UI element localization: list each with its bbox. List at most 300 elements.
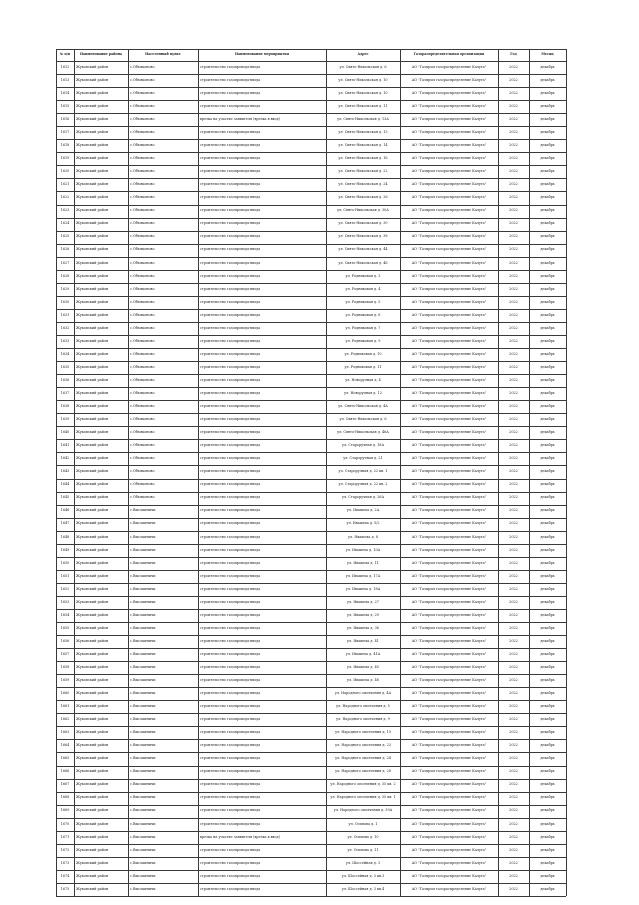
cell-year: 2022 — [509, 717, 518, 722]
cell-settlement: с.Высокиничи — [130, 508, 156, 513]
cell-district: Жуковский район — [76, 469, 109, 474]
cell-year: 2022 — [509, 221, 518, 226]
cell-month: декабрь — [540, 404, 555, 409]
cell-row-number: 1646 — [60, 508, 70, 513]
cell-settlement: с.Высокиничи — [130, 534, 156, 539]
table-row — [0, 766, 639, 779]
cell-work-type: строительство газопровода-ввода — [200, 156, 261, 161]
cell-work-type: строительство газопровода-ввода — [200, 430, 261, 435]
cell-row-number: 1620 — [60, 169, 70, 174]
cell-row-number: 1666 — [60, 769, 70, 774]
cell-year: 2022 — [509, 873, 518, 878]
cell-district: Жуковский район — [76, 247, 109, 252]
cell-year: 2022 — [509, 299, 518, 304]
table-row — [0, 178, 639, 191]
cell-district: Жуковский район — [76, 443, 109, 448]
cell-work-type: строительство газопровода-ввода — [200, 417, 261, 422]
cell-work-type: врезка на участке заявителя (врезка в ввод) — [200, 117, 280, 121]
cell-address: ул. Свято-Никольская д. 10 — [338, 77, 388, 82]
cell-work-type: строительство газопровода-ввода — [200, 325, 261, 330]
table-row — [0, 205, 639, 218]
cell-work-type: строительство газопровода-ввода — [200, 469, 261, 474]
cell-gas-company: АО "Газпром газораспределение Калуга" — [411, 377, 487, 382]
cell-gas-company: АО "Газпром газораспределение Калуга" — [411, 299, 487, 304]
table-row — [0, 361, 639, 374]
cell-gas-company: АО "Газпром газораспределение Калуга" — [411, 156, 487, 161]
cell-month: декабрь — [540, 730, 555, 735]
cell-settlement: с.Высокиничи — [130, 691, 156, 696]
cell-address: ул. Новоручная д. 12 — [344, 390, 382, 395]
cell-work-type: строительство газопровода-ввода — [200, 795, 261, 800]
table-row — [0, 570, 639, 583]
cell-work-type: строительство газопровода-ввода — [200, 234, 261, 239]
cell-year: 2022 — [509, 260, 518, 265]
cell-district: Жуковский район — [76, 182, 109, 187]
cell-year: 2022 — [509, 247, 518, 252]
cell-gas-company: АО "Газпром газораспределение Калуга" — [411, 625, 487, 630]
cell-settlement: с.Объяконово — [130, 495, 155, 500]
table-row — [0, 218, 639, 231]
table-row — [0, 844, 639, 857]
cell-district: Жуковский район — [76, 560, 109, 565]
cell-month: декабрь — [540, 547, 555, 552]
grid-line-horizontal — [56, 178, 566, 179]
cell-address: ул. Свято-Никольская д. 14 — [338, 143, 388, 148]
cell-address: ул. Шоссейная д. 3 кв.3 — [341, 873, 385, 878]
grid-line-horizontal — [56, 857, 566, 858]
cell-gas-company: АО "Газпром газораспределение Калуга" — [411, 795, 487, 800]
cell-year: 2022 — [509, 521, 518, 526]
header-settlement: Населенный пункт — [145, 52, 181, 57]
cell-row-number: 1652 — [60, 586, 70, 591]
table-row — [0, 674, 639, 687]
cell-district: Жуковский район — [76, 312, 109, 317]
grid-line-vertical — [566, 49, 567, 896]
cell-row-number: 1626 — [60, 247, 70, 252]
grid-line-horizontal — [56, 126, 566, 127]
cell-settlement: с.Объяконово — [130, 338, 155, 343]
table-row — [0, 452, 639, 465]
cell-settlement: с.Высокиничи — [130, 521, 156, 526]
cell-gas-company: АО "Газпром газораспределение Калуга" — [411, 247, 487, 252]
cell-month: декабрь — [540, 156, 555, 161]
cell-month: декабрь — [540, 208, 555, 213]
cell-address: ул. Народного ополчения д. 5 — [336, 704, 390, 709]
cell-year: 2022 — [509, 782, 518, 787]
cell-work-type: строительство газопровода-ввода — [200, 90, 261, 95]
cell-row-number: 1637 — [60, 390, 70, 395]
grid-line-horizontal — [56, 766, 566, 767]
table-row — [0, 61, 639, 74]
cell-work-type: строительство газопровода-ввода — [200, 404, 261, 409]
cell-address: ул. Свято-Никольская д. 22 — [338, 169, 388, 174]
cell-address: ул. Свято-Никольская д. 46А — [337, 430, 389, 435]
cell-row-number: 1622 — [60, 195, 70, 200]
cell-work-type: строительство газопровода-ввода — [200, 534, 261, 539]
table-row — [0, 831, 639, 844]
cell-settlement: с.Высокиничи — [130, 730, 156, 735]
cell-month: декабрь — [540, 756, 555, 761]
cell-district: Жуковский район — [76, 508, 109, 513]
grid-line-horizontal — [56, 596, 566, 597]
cell-gas-company: АО "Газпром газораспределение Калуга" — [411, 730, 487, 735]
cell-year: 2022 — [509, 886, 518, 891]
cell-month: декабрь — [540, 560, 555, 565]
grid-line-horizontal — [56, 283, 566, 284]
cell-gas-company: АО "Газпром газораспределение Калуга" — [411, 508, 487, 513]
cell-row-number: 1624 — [60, 221, 70, 226]
cell-work-type: строительство газопровода-ввода — [200, 273, 261, 278]
cell-address: ул. Ивашеха д. 36 — [347, 625, 379, 630]
cell-year: 2022 — [509, 625, 518, 630]
cell-row-number: 1632 — [60, 325, 70, 330]
grid-line-horizontal — [56, 570, 566, 571]
cell-row-number: 1636 — [60, 377, 70, 382]
cell-month: декабрь — [540, 821, 555, 826]
cell-month: декабрь — [540, 260, 555, 265]
cell-row-number: 1656 — [60, 638, 70, 643]
cell-settlement: с.Высокиничи — [130, 704, 156, 709]
cell-month: декабрь — [540, 456, 555, 461]
cell-settlement: с.Высокиничи — [130, 769, 156, 774]
table-row — [0, 544, 639, 557]
table-row — [0, 609, 639, 622]
cell-month: декабрь — [540, 625, 555, 630]
table-row — [0, 792, 639, 805]
cell-gas-company: АО "Газпром газораспределение Калуга" — [411, 821, 487, 826]
grid-line-horizontal — [56, 322, 566, 323]
cell-address: ул. Народного ополчения д. 24 — [335, 756, 391, 761]
cell-month: декабрь — [540, 651, 555, 656]
cell-row-number: 1674 — [60, 873, 70, 878]
grid-line-horizontal — [56, 674, 566, 675]
cell-settlement: с.Объяконово — [130, 221, 155, 226]
cell-work-type: строительство газопровода-ввода — [200, 299, 261, 304]
cell-address: ул. Свято-Никольская д. 30А — [337, 208, 389, 213]
cell-row-number: 1650 — [60, 560, 70, 565]
table-row — [0, 244, 639, 257]
cell-work-type: строительство газопровода-ввода — [200, 312, 261, 317]
table-row — [0, 531, 639, 544]
grid-line-horizontal — [56, 400, 566, 401]
cell-work-type: строительство газопровода-ввода — [200, 886, 261, 891]
grid-line-vertical — [529, 49, 530, 896]
cell-work-type: строительство газопровода-ввода — [200, 560, 261, 565]
cell-year: 2022 — [509, 273, 518, 278]
cell-gas-company: АО "Газпром газораспределение Калуга" — [411, 860, 487, 865]
cell-month: декабрь — [540, 286, 555, 291]
cell-settlement: с.Высокиничи — [130, 847, 156, 852]
grid-line-vertical — [198, 49, 199, 896]
cell-work-type: строительство газопровода-ввода — [200, 169, 261, 174]
cell-address: ул. Свято-Никольская д. 10 — [338, 90, 388, 95]
table-row — [0, 687, 639, 700]
cell-work-type: строительство газопровода-ввода — [200, 730, 261, 735]
cell-district: Жуковский район — [76, 678, 109, 683]
grid-line-horizontal — [56, 492, 566, 493]
cell-row-number: 1654 — [60, 612, 70, 617]
cell-district: Жуковский район — [76, 338, 109, 343]
grid-line-horizontal — [56, 700, 566, 701]
cell-month: декабрь — [540, 377, 555, 382]
cell-settlement: с.Объяконово — [130, 364, 155, 369]
table-row — [0, 492, 639, 505]
cell-district: Жуковский район — [76, 534, 109, 539]
cell-row-number: 1612 — [60, 64, 70, 69]
cell-month: декабрь — [540, 169, 555, 174]
header-gas-company: Газораспределительная организация — [413, 52, 485, 57]
cell-settlement: с.Высокиничи — [130, 612, 156, 617]
cell-work-type: строительство газопровода-ввода — [200, 638, 261, 643]
cell-year: 2022 — [509, 364, 518, 369]
cell-settlement: с.Высокиничи — [130, 886, 156, 891]
cell-year: 2022 — [509, 430, 518, 435]
cell-year: 2022 — [509, 286, 518, 291]
cell-month: декабрь — [540, 873, 555, 878]
header-address: Адрес — [357, 52, 369, 57]
cell-address: ул. Осипова д. 1 — [348, 821, 378, 826]
cell-district: Жуковский район — [76, 390, 109, 395]
cell-month: декабрь — [540, 430, 555, 435]
cell-year: 2022 — [509, 638, 518, 643]
table-row — [0, 518, 639, 531]
cell-address: ул. Свято-Никольская д. 11 — [338, 103, 388, 108]
cell-month: декабрь — [540, 860, 555, 865]
cell-month: декабрь — [540, 586, 555, 591]
cell-work-type: строительство газопровода-ввода — [200, 130, 261, 135]
cell-gas-company: АО "Газпром газораспределение Калуга" — [411, 521, 487, 526]
cell-gas-company: АО "Газпром газораспределение Калуга" — [411, 338, 487, 343]
cell-settlement: с.Объяконово — [130, 234, 155, 239]
grid-line-horizontal — [56, 661, 566, 662]
cell-address: ул. Ивашеха д. 29 — [347, 612, 379, 617]
cell-month: декабрь — [540, 769, 555, 774]
cell-district: Жуковский район — [76, 417, 109, 422]
grid-line-horizontal — [56, 257, 566, 258]
cell-gas-company: АО "Газпром газораспределение Калуга" — [411, 221, 487, 226]
table-row — [0, 648, 639, 661]
grid-line-horizontal — [56, 361, 566, 362]
cell-district: Жуковский район — [76, 77, 109, 82]
cell-row-number: 1621 — [60, 182, 70, 187]
cell-month: декабрь — [540, 325, 555, 330]
cell-district: Жуковский район — [76, 377, 109, 382]
cell-row-number: 1658 — [60, 664, 70, 669]
cell-row-number: 1629 — [60, 286, 70, 291]
cell-gas-company: АО "Газпром газораспределение Калуга" — [411, 169, 487, 174]
grid-line-horizontal — [56, 87, 566, 88]
cell-settlement: с.Высокиничи — [130, 743, 156, 748]
cell-row-number: 1623 — [60, 208, 70, 213]
cell-district: Жуковский район — [76, 743, 109, 748]
cell-district: Жуковский район — [76, 847, 109, 852]
cell-row-number: 1670 — [60, 821, 70, 826]
cell-work-type: строительство газопровода-ввода — [200, 260, 261, 265]
cell-address: ул. Осипова д. 11 — [347, 847, 379, 852]
cell-district: Жуковский район — [76, 873, 109, 878]
cell-work-type: строительство газопровода-ввода — [200, 456, 261, 461]
grid-line-horizontal — [56, 244, 566, 245]
grid-line-horizontal — [56, 74, 566, 75]
cell-address: ул. Свято-Никольская д. 30 — [338, 221, 388, 226]
cell-year: 2022 — [509, 599, 518, 604]
cell-row-number: 1675 — [60, 886, 70, 891]
cell-settlement: с.Высокиничи — [130, 860, 156, 865]
cell-district: Жуковский район — [76, 638, 109, 643]
grid-line-horizontal — [56, 100, 566, 101]
cell-row-number: 1647 — [60, 521, 70, 526]
cell-gas-company: АО "Газпром газораспределение Калуга" — [411, 404, 487, 409]
table-row — [0, 387, 639, 400]
cell-address: ул. Свято-Никольская д. 24 — [338, 182, 388, 187]
grid-line-horizontal — [56, 752, 566, 753]
table-row — [0, 322, 639, 335]
cell-work-type: строительство газопровода-ввода — [200, 495, 261, 500]
grid-line-vertical — [128, 49, 129, 896]
grid-line-horizontal — [56, 544, 566, 545]
cell-settlement: с.Высокиничи — [130, 599, 156, 604]
cell-work-type: строительство газопровода-ввода — [200, 756, 261, 761]
cell-district: Жуковский район — [76, 586, 109, 591]
cell-gas-company: АО "Газпром газораспределение Калуга" — [411, 390, 487, 395]
cell-row-number: 1618 — [60, 143, 70, 148]
cell-month: декабрь — [540, 182, 555, 187]
grid-line-vertical — [74, 49, 75, 896]
cell-settlement: с.Объяконово — [130, 325, 155, 330]
cell-settlement: с.Высокиничи — [130, 834, 156, 839]
cell-district: Жуковский район — [76, 547, 109, 552]
cell-work-type: строительство газопровода-ввода — [200, 821, 261, 826]
cell-month: декабрь — [540, 90, 555, 95]
cell-year: 2022 — [509, 234, 518, 239]
cell-month: декабрь — [540, 664, 555, 669]
cell-row-number: 1668 — [60, 795, 70, 800]
cell-address: ул. Свято-Никольская д. 13 — [338, 130, 388, 135]
cell-settlement: с.Объяконово — [130, 390, 155, 395]
grid-line-horizontal — [56, 531, 566, 532]
cell-district: Жуковский район — [76, 286, 109, 291]
cell-address: ул. Родниковая д. 9 — [345, 338, 381, 343]
cell-gas-company: АО "Газпром газораспределение Калуга" — [411, 182, 487, 187]
grid-line-horizontal — [56, 883, 566, 884]
cell-row-number: 1671 — [60, 834, 70, 839]
grid-line-horizontal — [56, 270, 566, 271]
cell-district: Жуковский район — [76, 821, 109, 826]
cell-year: 2022 — [509, 560, 518, 565]
cell-district: Жуковский район — [76, 625, 109, 630]
cell-month: декабрь — [540, 338, 555, 343]
cell-month: декабрь — [540, 234, 555, 239]
cell-address: ул. Свято-Никольская д. 13А — [337, 117, 389, 121]
cell-work-type: строительство газопровода-ввода — [200, 390, 261, 395]
cell-year: 2022 — [509, 90, 518, 95]
cell-month: декабрь — [540, 795, 555, 800]
cell-settlement: с.Высокиничи — [130, 795, 156, 800]
cell-row-number: 1660 — [60, 691, 70, 696]
cell-work-type: строительство газопровода-ввода — [200, 208, 261, 213]
cell-work-type: строительство газопровода-ввода — [200, 143, 261, 148]
cell-address: ул. Родниковая д. 7 — [345, 325, 381, 330]
cell-district: Жуковский район — [76, 717, 109, 722]
cell-row-number: 1630 — [60, 299, 70, 304]
cell-work-type: строительство газопровода-ввода — [200, 769, 261, 774]
cell-address: ул. Свято-Никольская д. 4А — [338, 404, 388, 409]
cell-month: декабрь — [540, 417, 555, 422]
cell-row-number: 1657 — [60, 651, 70, 656]
cell-month: декабрь — [540, 64, 555, 69]
cell-month: декабрь — [540, 847, 555, 852]
cell-year: 2022 — [509, 586, 518, 591]
cell-gas-company: АО "Газпром газораспределение Калуга" — [411, 325, 487, 330]
cell-district: Жуковский район — [76, 612, 109, 617]
grid-line-horizontal — [56, 726, 566, 727]
cell-address: ул. Свято-Никольская д. 44 — [338, 247, 388, 252]
cell-month: декабрь — [540, 834, 555, 839]
cell-work-type: строительство газопровода-ввода — [200, 586, 261, 591]
cell-year: 2022 — [509, 730, 518, 735]
cell-month: декабрь — [540, 273, 555, 278]
cell-settlement: с.Высокиничи — [130, 782, 156, 787]
grid-line-horizontal — [56, 335, 566, 336]
cell-month: декабрь — [540, 704, 555, 709]
cell-year: 2022 — [509, 456, 518, 461]
table-header — [0, 49, 639, 61]
cell-work-type: строительство газопровода-ввода — [200, 221, 261, 226]
cell-work-type: строительство газопровода-ввода — [200, 717, 261, 722]
grid-line-horizontal — [56, 374, 566, 375]
cell-year: 2022 — [509, 195, 518, 200]
grid-line-horizontal — [56, 465, 566, 466]
cell-year: 2022 — [509, 404, 518, 409]
table-row — [0, 465, 639, 478]
grid-line-horizontal — [56, 296, 566, 297]
cell-gas-company: АО "Газпром газораспределение Калуга" — [411, 547, 487, 552]
cell-address: ул. Свято-Никольская д. 6 — [339, 417, 387, 422]
cell-address: ул. Ивашеха д. 18А — [345, 586, 381, 591]
cell-work-type: строительство газопровода-ввода — [200, 860, 261, 865]
cell-year: 2022 — [509, 169, 518, 174]
cell-address: ул. Ивашеха д. 48 — [347, 678, 379, 683]
table-row — [0, 126, 639, 139]
cell-gas-company: АО "Газпром газораспределение Калуга" — [411, 834, 487, 839]
table-row — [0, 700, 639, 713]
table-row — [0, 870, 639, 883]
cell-year: 2022 — [509, 130, 518, 135]
cell-address: ул. Свято-Никольская д. 46 — [338, 260, 388, 265]
cell-work-type: строительство газопровода-ввода — [200, 678, 261, 683]
cell-address: ул. Свято-Никольская д. 38 — [338, 234, 388, 239]
cell-gas-company: АО "Газпром газораспределение Калуга" — [411, 560, 487, 565]
cell-work-type: строительство газопровода-ввода — [200, 286, 261, 291]
cell-gas-company: АО "Газпром газораспределение Калуга" — [411, 90, 487, 95]
cell-district: Жуковский район — [76, 651, 109, 656]
table-row — [0, 296, 639, 309]
cell-district: Жуковский район — [76, 404, 109, 409]
cell-district: Жуковский район — [76, 482, 109, 487]
cell-address: ул. Староручная д. 21 — [343, 456, 383, 461]
cell-gas-company: АО "Газпром газораспределение Калуга" — [411, 651, 487, 656]
cell-gas-company: АО "Газпром газораспределение Калуга" — [411, 769, 487, 774]
cell-district: Жуковский район — [76, 234, 109, 239]
cell-gas-company: АО "Газпром газораспределение Калуга" — [411, 691, 487, 696]
cell-gas-company: АО "Газпром газораспределение Калуга" — [411, 638, 487, 643]
cell-month: декабрь — [540, 103, 555, 108]
cell-month: декабрь — [540, 886, 555, 891]
table-row — [0, 139, 639, 152]
cell-work-type: строительство газопровода-ввода — [200, 808, 261, 813]
cell-settlement: с.Объяконово — [130, 299, 155, 304]
cell-gas-company: АО "Газпром газораспределение Калуга" — [411, 117, 487, 121]
